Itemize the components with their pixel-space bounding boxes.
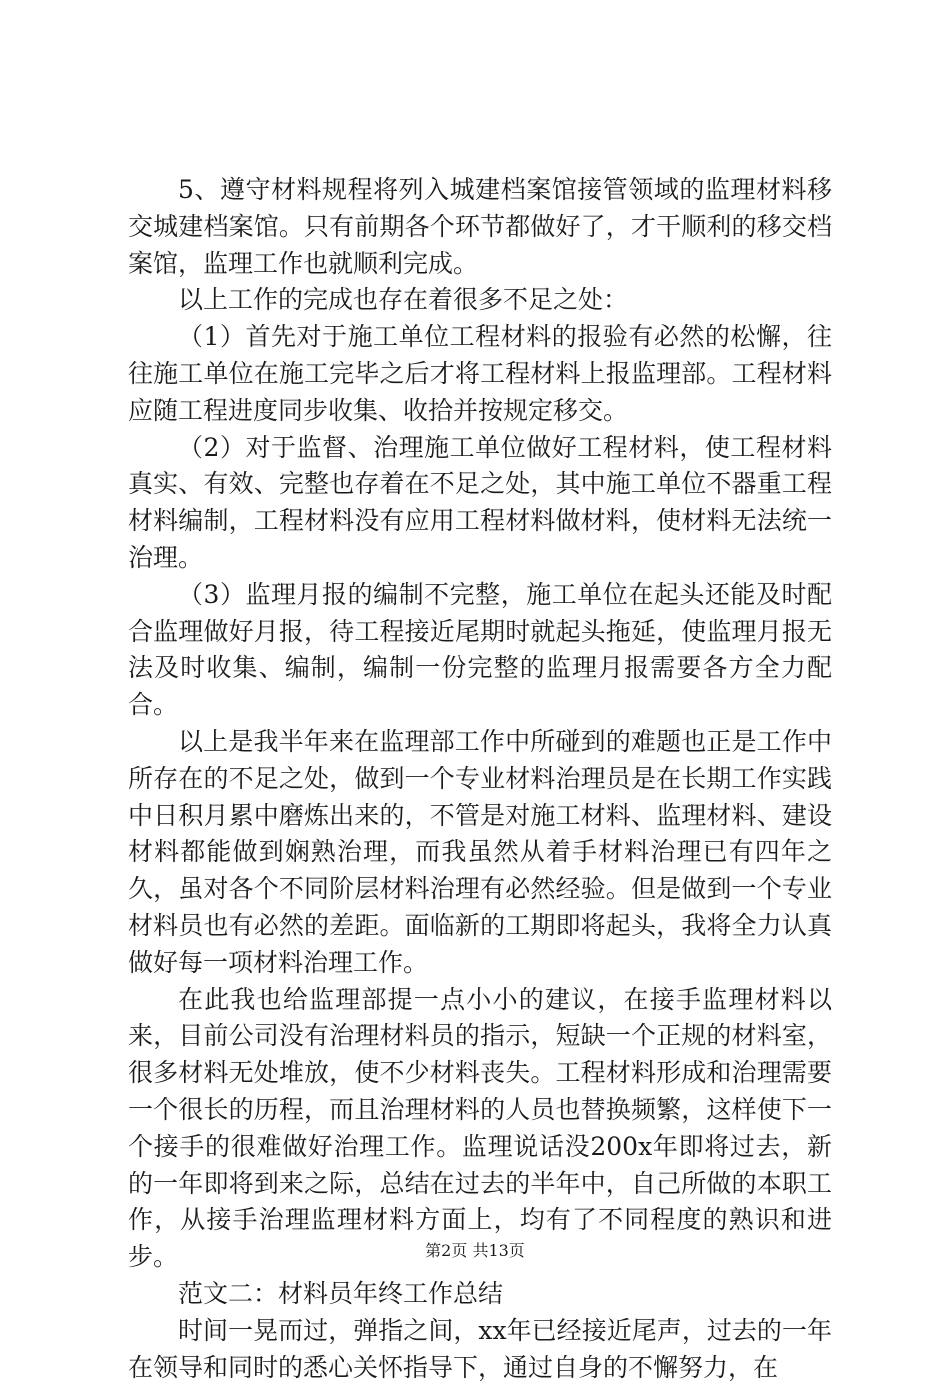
page-number-footer: 第2页 共13页 (425, 1241, 525, 1260)
document-body (128, 172, 832, 1386)
paragraph-8: 时间一晃而过，弹指之间，xx年已经接近尾声，过去的一年在领导和同时的悉心关怀指导下，通过自身的不懈努力，在 (128, 1315, 832, 1382)
section-heading: 范文二：材料员年终工作总结 (178, 1278, 504, 1308)
paragraph-7: 在此我也给监理部提一点小小的建议，在接手监理材料以来，目前公司没有治理材料员的指示，短缺一个正规的材料室，很多材料无处堆放，使不少材料丧失。工程材料形成和治理需要一个很长的历程，而且治理材料的人员也替换频繁，这样使下一个接手的很难做好治理工作。监理说话没200x年即将过去，新的一年即将到来之际，总结在过去的半年中，自己所做的本职工作，从接手治理监理材料方面上，均有了不同程度的熟识和进步。 (128, 984, 832, 1272)
paragraph-4: （2）对于监督、治理施工单位做好工程材料，使工程材料真实、有效、完整也存着在不足之处，其中施工单位不器重工程材料编制，工程材料没有应用工程材料做材料，使材料无法统一治理。 (128, 432, 832, 572)
paragraph-3: （1）首先对于施工单位工程材料的报验有必然的松懈，往往施工单位在施工完毕之后才将工程材料上报监理部。工程材料应随工程进度同步收集、收拾并按规定移交。 (128, 322, 832, 425)
paragraph-5: （3）监理月报的编制不完整，施工单位在起头还能及时配合监理做好月报，待工程接近尾期时就起头拖延，使监理月报无法及时收集、编制，编制一份完整的监理月报需要各方全力配合。 (128, 579, 832, 720)
paragraph-2: 以上工作的完成也存在着很多不足之处： (178, 285, 629, 315)
paragraph-6: 以上是我半年来在监理部工作中所碰到的难题也正是工作中所存在的不足之处，做到一个专业材料治理员是在长期工作实践中日积月累中磨炼出来的，不管是对施工材料、监理材料、建设材料都能做到娴熟治理，而我虽然从着手材料治理已有四年之久，虽对各个不同阶层材料治理有必然经验。但是做到一个专业材料员也有必然的差距。面临新的工期即将起头，我将全力认真做好每一项材料治理工作。 (128, 726, 832, 977)
paragraph-1: 5、遵守材料规程将列入城建档案馆接管领域的监理材料移交城建档案馆。只有前期各个环节都做好了，才干顺利的移交档案馆，监理工作也就顺利完成。 (128, 175, 832, 278)
